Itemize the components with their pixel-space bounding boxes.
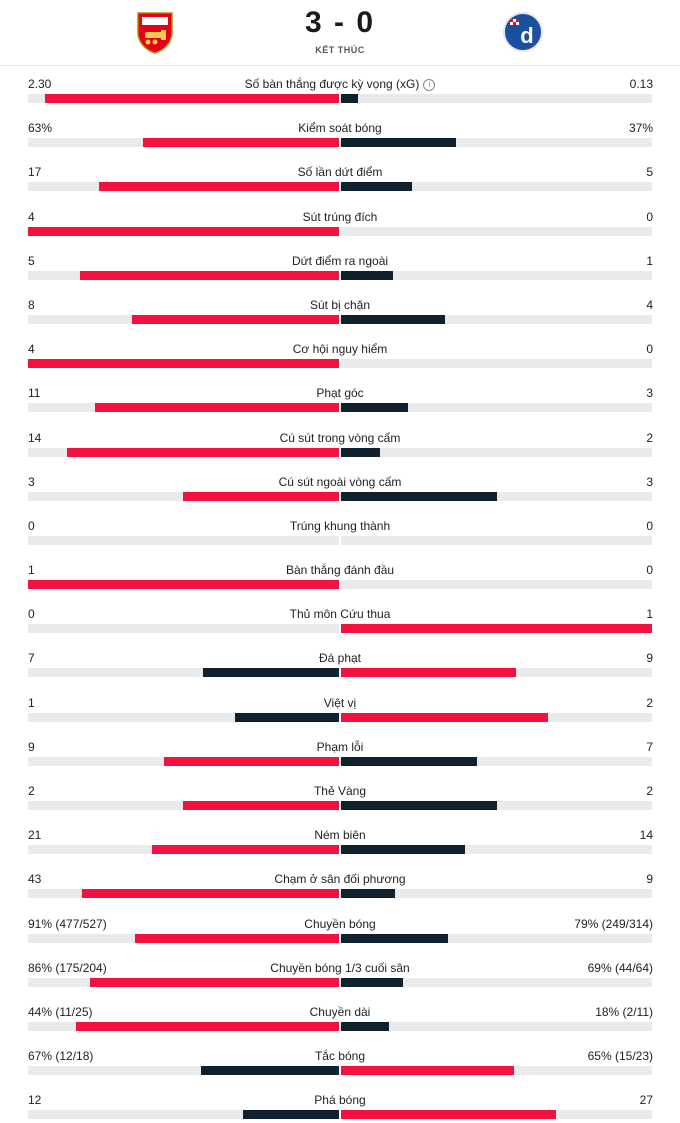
stat-away-value: 65% (15/23) <box>587 1049 653 1064</box>
stat-away-bar-track <box>341 801 652 810</box>
stat-home-bar-track <box>28 227 339 236</box>
stat-away-bar <box>341 138 456 147</box>
svg-text:d: d <box>520 23 534 48</box>
stat-label <box>0 342 680 356</box>
stat-home-value: 4 <box>28 209 35 224</box>
stat-label-text: Đá phạt <box>318 651 362 666</box>
stat-away-bar-track <box>341 1110 652 1119</box>
stat-away-bar <box>341 448 380 457</box>
stat-row <box>0 779 680 823</box>
stat-away-bar-track <box>341 536 652 545</box>
stat-row <box>0 381 680 425</box>
stat-away-bar <box>341 94 358 103</box>
stat-away-bar <box>341 403 408 412</box>
stat-home-bar <box>80 271 339 280</box>
stat-home-value: 1 <box>28 695 35 710</box>
stat-label-text: Chạm ở sân đối phương <box>274 872 406 887</box>
stat-away-value: 27 <box>639 1093 653 1108</box>
stat-row <box>0 823 680 867</box>
stat-away-bar <box>341 1066 514 1075</box>
stat-label-text: Thẻ Vàng <box>313 784 367 798</box>
stat-away-bar-track <box>341 668 652 677</box>
stat-label <box>0 1049 680 1063</box>
stat-row <box>0 602 680 646</box>
stat-label-text: Cú sút ngoài vòng cấm <box>278 474 402 489</box>
stat-home-value: 3 <box>28 474 35 489</box>
stat-label-text: Bàn thắng đánh đầu <box>285 563 395 578</box>
stat-away-value: 0 <box>646 563 653 578</box>
stat-home-bar-track <box>28 801 339 810</box>
stat-row <box>0 205 680 249</box>
stat-away-bar-track <box>341 227 652 236</box>
stat-label-text: Trúng khung thành <box>289 518 391 533</box>
stat-home-value: 8 <box>28 297 35 312</box>
stat-away-value: 5 <box>646 165 653 180</box>
stat-label-text: Sút bị chặn <box>309 297 371 312</box>
stat-home-value: 44% (11/25) <box>28 1004 93 1019</box>
stat-home-bar <box>95 403 339 412</box>
stat-home-bar <box>201 1066 339 1075</box>
stat-away-bar-track <box>341 1066 652 1075</box>
stat-row <box>0 956 680 1000</box>
stat-label-text: Việt vị <box>323 695 357 710</box>
stat-label <box>0 254 680 268</box>
stat-away-value: 2 <box>646 784 653 798</box>
stat-home-bar-track <box>28 713 339 722</box>
stat-home-bar <box>99 182 339 191</box>
stat-label <box>0 77 680 91</box>
stat-home-value: 14 <box>28 430 42 445</box>
stat-away-bar-track <box>341 624 652 633</box>
stats-list <box>0 72 680 1123</box>
stat-home-value: 1 <box>28 563 35 578</box>
stat-away-bar <box>341 757 477 766</box>
stat-label <box>0 519 680 533</box>
stat-home-bar-track <box>28 403 339 412</box>
stat-home-bar-track <box>28 934 339 943</box>
stat-away-bar-track <box>341 845 652 854</box>
stat-home-value: 2.30 <box>28 77 52 91</box>
stat-home-bar-track <box>28 182 339 191</box>
stat-home-value: 21 <box>28 828 42 843</box>
away-score: 0 <box>356 6 376 39</box>
info-icon[interactable]: i <box>423 79 435 91</box>
stat-row <box>0 72 680 116</box>
stat-home-bar-track <box>28 757 339 766</box>
stat-home-bar-track <box>28 978 339 987</box>
stat-label <box>0 563 680 577</box>
stat-away-bar-track <box>341 580 652 589</box>
stat-home-bar-track <box>28 271 339 280</box>
stat-home-bar-track <box>28 1110 339 1119</box>
stat-row <box>0 160 680 204</box>
stat-row <box>0 337 680 381</box>
stat-away-bar-track <box>341 1022 652 1031</box>
stat-away-bar <box>341 668 516 677</box>
stat-home-value: 4 <box>28 342 35 357</box>
stat-home-bar <box>164 757 339 766</box>
stat-home-bar-track <box>28 315 339 324</box>
stat-row <box>0 470 680 514</box>
stat-row <box>0 691 680 735</box>
stat-home-bar <box>203 668 339 677</box>
stat-home-value: 0 <box>28 518 35 533</box>
stat-label <box>0 475 680 489</box>
stat-home-bar-track <box>28 448 339 457</box>
stat-label-text: Thủ môn Cứu thua <box>289 607 391 622</box>
stat-label-text: Cơ hội nguy hiểm <box>292 342 388 357</box>
stat-away-bar-track <box>341 359 652 368</box>
stat-home-value: 12 <box>28 1093 42 1108</box>
stat-home-bar <box>76 1022 339 1031</box>
stat-row <box>0 1000 680 1044</box>
stat-away-bar <box>341 1110 556 1119</box>
stat-label <box>0 696 680 710</box>
stat-away-value: 0 <box>646 518 653 533</box>
stat-home-value: 63% <box>28 121 53 136</box>
stat-away-bar-track <box>341 889 652 898</box>
stat-home-bar <box>132 315 339 324</box>
stat-away-value: 3 <box>646 386 653 401</box>
stat-row <box>0 735 680 779</box>
dinamo-zagreb-crest-icon[interactable] <box>502 10 544 54</box>
stat-away-value: 4 <box>646 297 653 312</box>
stat-away-bar-track <box>341 315 652 324</box>
stat-label-text: Số lần dứt điểm <box>297 165 383 180</box>
stat-away-bar-track <box>341 757 652 766</box>
stat-row <box>0 426 680 470</box>
stat-home-bar <box>143 138 339 147</box>
stat-row <box>0 867 680 911</box>
stat-label <box>0 298 680 312</box>
stat-away-bar <box>341 801 497 810</box>
stat-away-value: 1 <box>646 607 653 622</box>
stat-home-bar <box>183 801 339 810</box>
stat-home-bar-track <box>28 94 339 103</box>
stat-away-value: 37% <box>628 121 653 136</box>
stat-home-bar-track <box>28 668 339 677</box>
stat-home-value: 86% (175/204) <box>28 960 107 975</box>
stat-home-bar <box>183 492 339 501</box>
stat-label <box>0 121 680 135</box>
stat-away-bar <box>341 182 412 191</box>
stat-away-bar <box>341 624 652 633</box>
stat-home-bar-track <box>28 536 339 545</box>
stat-home-bar <box>243 1110 339 1119</box>
stat-home-value: 2 <box>28 784 35 798</box>
stat-away-value: 69% (44/64) <box>587 960 653 975</box>
scoreline <box>0 6 680 40</box>
stat-home-bar-track <box>28 624 339 633</box>
stat-away-bar-track <box>341 492 652 501</box>
stat-away-value: 79% (249/314) <box>574 916 653 931</box>
stat-label <box>0 651 680 665</box>
stat-away-value: 14 <box>639 828 653 843</box>
stat-away-value: 0.13 <box>629 77 653 91</box>
stat-home-bar <box>90 978 339 987</box>
stat-away-bar-track <box>341 978 652 987</box>
stat-away-bar <box>341 889 395 898</box>
stat-label-text: Chuyền dài <box>309 1004 371 1019</box>
stat-home-value: 67% (12/18) <box>28 1049 94 1064</box>
stat-home-value: 0 <box>28 607 35 622</box>
stat-away-bar-track <box>341 713 652 722</box>
stat-away-bar <box>341 271 393 280</box>
stat-row <box>0 514 680 558</box>
stat-away-value: 7 <box>646 739 653 754</box>
stat-label-text: Dứt điểm ra ngoài <box>291 253 389 268</box>
stat-home-bar <box>45 94 339 103</box>
stat-away-bar <box>341 713 548 722</box>
stat-away-bar-track <box>341 94 652 103</box>
stat-away-value: 1 <box>646 253 653 268</box>
stat-label <box>0 784 680 798</box>
score-separator: - <box>334 6 346 39</box>
stat-home-value: 91% (477/527) <box>28 916 107 931</box>
stat-row <box>0 1044 680 1088</box>
stat-away-value: 18% (2/11) <box>595 1004 653 1019</box>
stat-home-bar-track <box>28 1066 339 1075</box>
stat-home-value: 43 <box>28 872 42 887</box>
stat-away-value: 2 <box>646 695 653 710</box>
stat-label <box>0 872 680 886</box>
stat-home-bar-track <box>28 138 339 147</box>
stat-label <box>0 607 680 621</box>
stat-row <box>0 1088 680 1123</box>
stat-away-value: 0 <box>646 342 653 357</box>
stat-away-value: 9 <box>646 651 653 666</box>
stat-label-text: Tắc bóng <box>314 1049 366 1064</box>
home-score: 3 <box>304 6 324 39</box>
stat-label <box>0 740 680 754</box>
stat-label-text: Số bàn thắng được kỳ vọng (xG) <box>244 77 420 91</box>
stat-row <box>0 912 680 956</box>
stat-home-bar-track <box>28 889 339 898</box>
stat-label-text: Sút trúng đích <box>302 209 378 224</box>
stat-label-text: Ném biên <box>314 828 366 843</box>
stat-away-bar <box>341 1022 389 1031</box>
stat-home-bar <box>28 227 339 236</box>
stat-row <box>0 116 680 160</box>
stat-home-bar-track <box>28 359 339 368</box>
stat-home-value: 7 <box>28 651 35 666</box>
stat-home-bar <box>235 713 339 722</box>
stat-label-text: Chuyền bóng <box>304 916 376 931</box>
stat-home-bar <box>82 889 339 898</box>
match-status: KẾT THÚC <box>315 45 365 55</box>
stat-label-text: Phạm lỗi <box>316 739 364 754</box>
stat-home-bar <box>67 448 339 457</box>
stat-row <box>0 646 680 690</box>
stat-label <box>0 1005 680 1019</box>
stat-home-bar-track <box>28 492 339 501</box>
stat-label <box>0 386 680 400</box>
stat-home-value: 9 <box>28 739 35 754</box>
stat-home-bar-track <box>28 1022 339 1031</box>
match-header <box>0 0 680 66</box>
stat-away-value: 0 <box>646 209 653 224</box>
stat-away-bar-track <box>341 403 652 412</box>
stat-home-bar <box>135 934 339 943</box>
stat-row <box>0 558 680 602</box>
stat-label <box>0 165 680 179</box>
stat-away-value: 9 <box>646 872 653 887</box>
stat-label <box>0 1093 680 1107</box>
stat-label <box>0 210 680 224</box>
stat-label <box>0 828 680 842</box>
stat-home-value: 5 <box>28 253 35 268</box>
stat-label-text: Phạt góc <box>316 386 364 401</box>
stat-row <box>0 293 680 337</box>
stat-home-bar-track <box>28 580 339 589</box>
stat-row <box>0 249 680 293</box>
stat-away-value: 2 <box>646 430 653 445</box>
stat-away-bar <box>341 315 445 324</box>
stat-away-bar <box>341 492 497 501</box>
stat-away-bar-track <box>341 934 652 943</box>
stat-home-value: 17 <box>28 165 42 180</box>
stat-away-bar-track <box>341 271 652 280</box>
stat-label <box>0 431 680 445</box>
stat-away-bar-track <box>341 448 652 457</box>
stat-away-value: 3 <box>646 474 653 489</box>
stat-away-bar <box>341 845 465 854</box>
stat-away-bar <box>341 978 403 987</box>
stat-away-bar-track <box>341 182 652 191</box>
stat-label-text: Cú sút trong vòng cấm <box>279 430 401 445</box>
stat-label <box>0 961 680 975</box>
stat-home-bar <box>28 359 339 368</box>
stat-label-text: Chuyền bóng 1/3 cuối sân <box>270 960 410 975</box>
stat-label-text: Phá bóng <box>314 1093 366 1108</box>
stat-label-text: Kiểm soát bóng <box>298 121 382 136</box>
stat-home-bar <box>152 845 339 854</box>
stat-home-value: 11 <box>28 386 41 401</box>
stat-home-bar <box>28 580 339 589</box>
stat-away-bar <box>341 934 448 943</box>
stat-away-bar-track <box>341 138 652 147</box>
stat-home-bar-track <box>28 845 339 854</box>
